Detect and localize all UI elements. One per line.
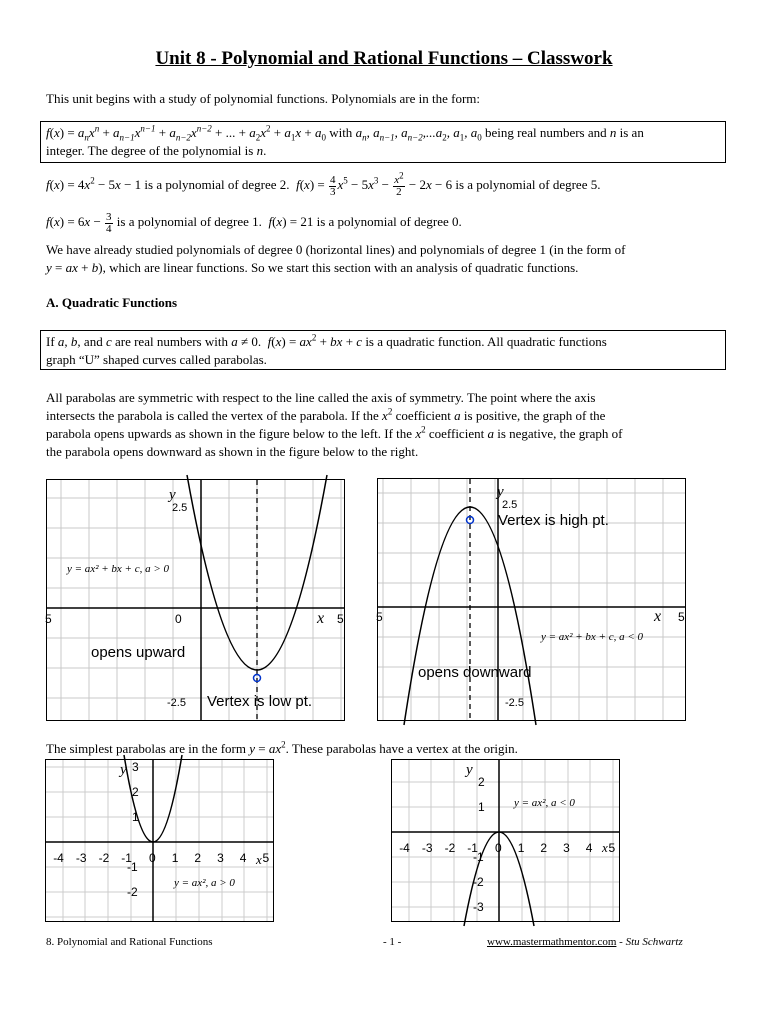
quad-real: are real numbers with xyxy=(114,334,228,349)
simplest-suffix: These parabolas have a vertex at the origin. xyxy=(291,741,518,756)
equation-label: y = ax², a < 0 xyxy=(514,797,575,809)
page-title: Unit 8 - Polynomial and Rational Functions – Classwork xyxy=(155,48,613,69)
right-edge-label: 5 xyxy=(337,612,344,626)
x-tick-label: -4 xyxy=(53,851,64,865)
x-tick-labels xyxy=(53,851,269,865)
y-tick-label: -1 xyxy=(127,860,138,874)
quad-if: If xyxy=(46,334,55,349)
left-edge-label: 5 xyxy=(45,612,52,626)
y-axis-label: y xyxy=(120,762,127,778)
graph-simple-downward xyxy=(391,759,620,922)
quad-u-shaped: graph “U” shaped curves called parabolas. xyxy=(46,352,267,367)
opens-downward-label: opens downward xyxy=(418,664,532,681)
y-tick-label: -3 xyxy=(473,900,484,914)
sym-line-3c: is negative, the graph of xyxy=(497,426,623,441)
y-tick-label: 2 xyxy=(132,785,139,799)
polynomial-definition-box: $f(x) = a_nx^n + a_{n-1}x^{n-1} + a_{n-2}x^{n-2}$ + ... + $a_2x^2 + a_1x + a_0$ with $a_n$, $a_{n-1}$, $a_{n-2},...a_2$, $a_1$, $a_0$ being real numbers and n is an integer. The degree of the polynomial is n. xyxy=(40,121,726,163)
x-axis-label: x xyxy=(602,840,608,855)
y-tick-label: 1 xyxy=(478,800,485,814)
sym-line-1: All parabolas are symmetric with respect to the line called the axis of symmetry. The point where the axis xyxy=(46,390,596,405)
quad-function: is a quadratic function. All quadratic functions xyxy=(365,334,607,349)
vertex-low-label: Vertex is low pt. xyxy=(207,693,313,710)
x-tick-label: 4 xyxy=(585,841,593,855)
author-label: - Stu Schwartz xyxy=(619,936,683,948)
simplest-prefix: The simplest parabolas are in the form xyxy=(46,741,246,756)
x-tick-label: 5 xyxy=(608,841,616,855)
right-edge-label: 5 xyxy=(678,610,685,624)
vertex-high-label: Vertex is high pt. xyxy=(498,512,609,529)
footer-right xyxy=(487,936,683,948)
example-2-text: is a polynomial of degree 5. xyxy=(455,177,601,192)
x-tick-label: -2 xyxy=(444,841,456,855)
degree-note-line-1: We have already studied polynomials of degree 0 (horizontal lines) and polynomials of degree 1 (in the form of xyxy=(46,242,626,257)
sym-line-3b: coefficient xyxy=(428,426,485,441)
graph-opens-downward xyxy=(377,478,686,721)
equation-label: y = ax² + bx + c, a > 0 xyxy=(67,563,170,575)
x-tick-label: 1 xyxy=(171,851,179,865)
x-tick-label: 0 xyxy=(149,851,156,865)
tick-bottom: -2.5 xyxy=(167,697,186,709)
symmetry-paragraph: All parabolas are symmetric with respect to the line called the axis of symmetry. The point where the axis intersects the parabola is called the vertex of the parabola. If the $x^2$ coefficient a is positive, the graph of the parabola opens upwards as shown in the figure below to the left. If the $x^2$ coefficient a is negative, the graph of the parabola opens downward as shown in the figure below to the right. xyxy=(46,390,623,459)
sym-line-2a: intersects the parabola is called the vertex of the parabola. If the xyxy=(46,408,379,423)
x-tick-label: 3 xyxy=(217,851,224,865)
y-tick-label: 1 xyxy=(132,810,139,824)
x-tick-label: -1 xyxy=(121,851,132,865)
origin-label: 0 xyxy=(175,612,182,626)
website-link[interactable]: www.mastermathmentor.com xyxy=(487,936,617,948)
y-tick-label: -2 xyxy=(473,875,484,889)
x-tick-label: 4 xyxy=(239,851,247,865)
examples-row-1: $f(x) = 4x^2 - 5x - 1$ is a polynomial of degree 2. f(x) = $\frac{4}{3}$ $x^5 - 5x^3$ − $\frac{x^2}{2}$ − 2x − 6 is a polynomial of degree 5. xyxy=(46,169,601,198)
x-tick-label: -2 xyxy=(98,851,110,865)
simplest-parabolas-text: The simplest parabolas are in the form $y = ax^2$. These parabolas have a vertex at the origin. xyxy=(46,739,518,756)
x-tick-label: 3 xyxy=(563,841,570,855)
example-1-text: is a polynomial of degree 2. xyxy=(144,177,290,192)
example-4-text: is a polynomial of degree 0. xyxy=(316,214,462,229)
x-tick-label: 0 xyxy=(495,841,502,855)
sym-line-4: the parabola opens downward as shown in the figure below to the right. xyxy=(46,444,419,459)
x-tick-label: -3 xyxy=(421,841,433,855)
example-3-text: is a polynomial of degree 1. xyxy=(116,214,262,229)
def-is-an: is an xyxy=(619,125,644,140)
opens-upward-label: opens upward xyxy=(91,644,186,661)
left-edge-label: 5 xyxy=(376,610,383,624)
sym-line-2c: is positive, the graph of the xyxy=(463,408,606,423)
degree-note-line-2: ), which are linear functions. So we start this section with an analysis of quadratic functions. xyxy=(98,260,579,275)
x-tick-label: 1 xyxy=(517,841,525,855)
footer-left: 8. Polynomial and Rational Functions xyxy=(46,936,213,948)
tick-top: 2.5 xyxy=(172,502,188,514)
examples-row-2: f(x) = 6x − $\frac{3}{4}$ is a polynomial of degree 1. f(x) = 21 is a polynomial of degree 0. xyxy=(46,210,462,235)
x-tick-label: 2 xyxy=(194,851,202,865)
grid-lines xyxy=(46,760,273,921)
x-tick-labels xyxy=(399,841,615,855)
x-tick-label: 5 xyxy=(262,851,270,865)
tick-top: 2.5 xyxy=(502,499,518,511)
x-tick-label: -1 xyxy=(467,841,478,855)
x-tick-label: -3 xyxy=(75,851,87,865)
def-integer: integer. The degree of the polynomial is xyxy=(46,143,254,158)
y-tick-label: 2 xyxy=(478,775,485,789)
footer-page-number: - 1 - xyxy=(383,936,402,948)
graph-opens-upward xyxy=(46,479,345,721)
graph-simple-upward xyxy=(45,759,274,922)
def-being: being real numbers and xyxy=(484,125,607,140)
sym-line-2b: coefficient xyxy=(395,408,451,423)
y-tick-label: -2 xyxy=(127,885,138,899)
x-tick-label: 2 xyxy=(540,841,548,855)
tick-bottom: -2.5 xyxy=(505,697,524,709)
x-axis-label: x xyxy=(654,608,662,625)
def-with: with xyxy=(329,125,353,140)
y-tick-label: -1 xyxy=(473,850,484,864)
y-axis-label: y xyxy=(497,484,504,500)
y-axis-label: y xyxy=(466,762,473,778)
quadratic-definition-box: If a, b, and c are real numbers with a ≠ 0. $f(x) = ax^2$ + bx + c is a quadratic function. All quadratic functions graph “U” shaped curves called parabolas. xyxy=(40,330,726,370)
x-tick-label: -4 xyxy=(399,841,410,855)
section-heading-quadratic: A. Quadratic Functions xyxy=(46,295,178,310)
y-axis-label: y xyxy=(169,487,176,503)
sym-line-3a: parabola opens upwards as shown in the figure below to the left. If the xyxy=(46,426,413,441)
x-axis-label: x xyxy=(256,852,262,867)
intro-text: This unit begins with a study of polynomial functions. Polynomials are in the form: xyxy=(46,91,481,106)
equation-label: y = ax² + bx + c, a < 0 xyxy=(541,631,644,643)
equation-label: y = ax², a > 0 xyxy=(174,877,235,889)
degree-note: We have already studied polynomials of degree 0 (horizontal lines) and polynomials of degree 1 (in the form of y = ax + b), which are linear functions. So we start this section with an analysis of quadratic functions. xyxy=(46,242,626,275)
x-axis-label: x xyxy=(317,610,325,627)
y-tick-label: 3 xyxy=(132,760,139,774)
